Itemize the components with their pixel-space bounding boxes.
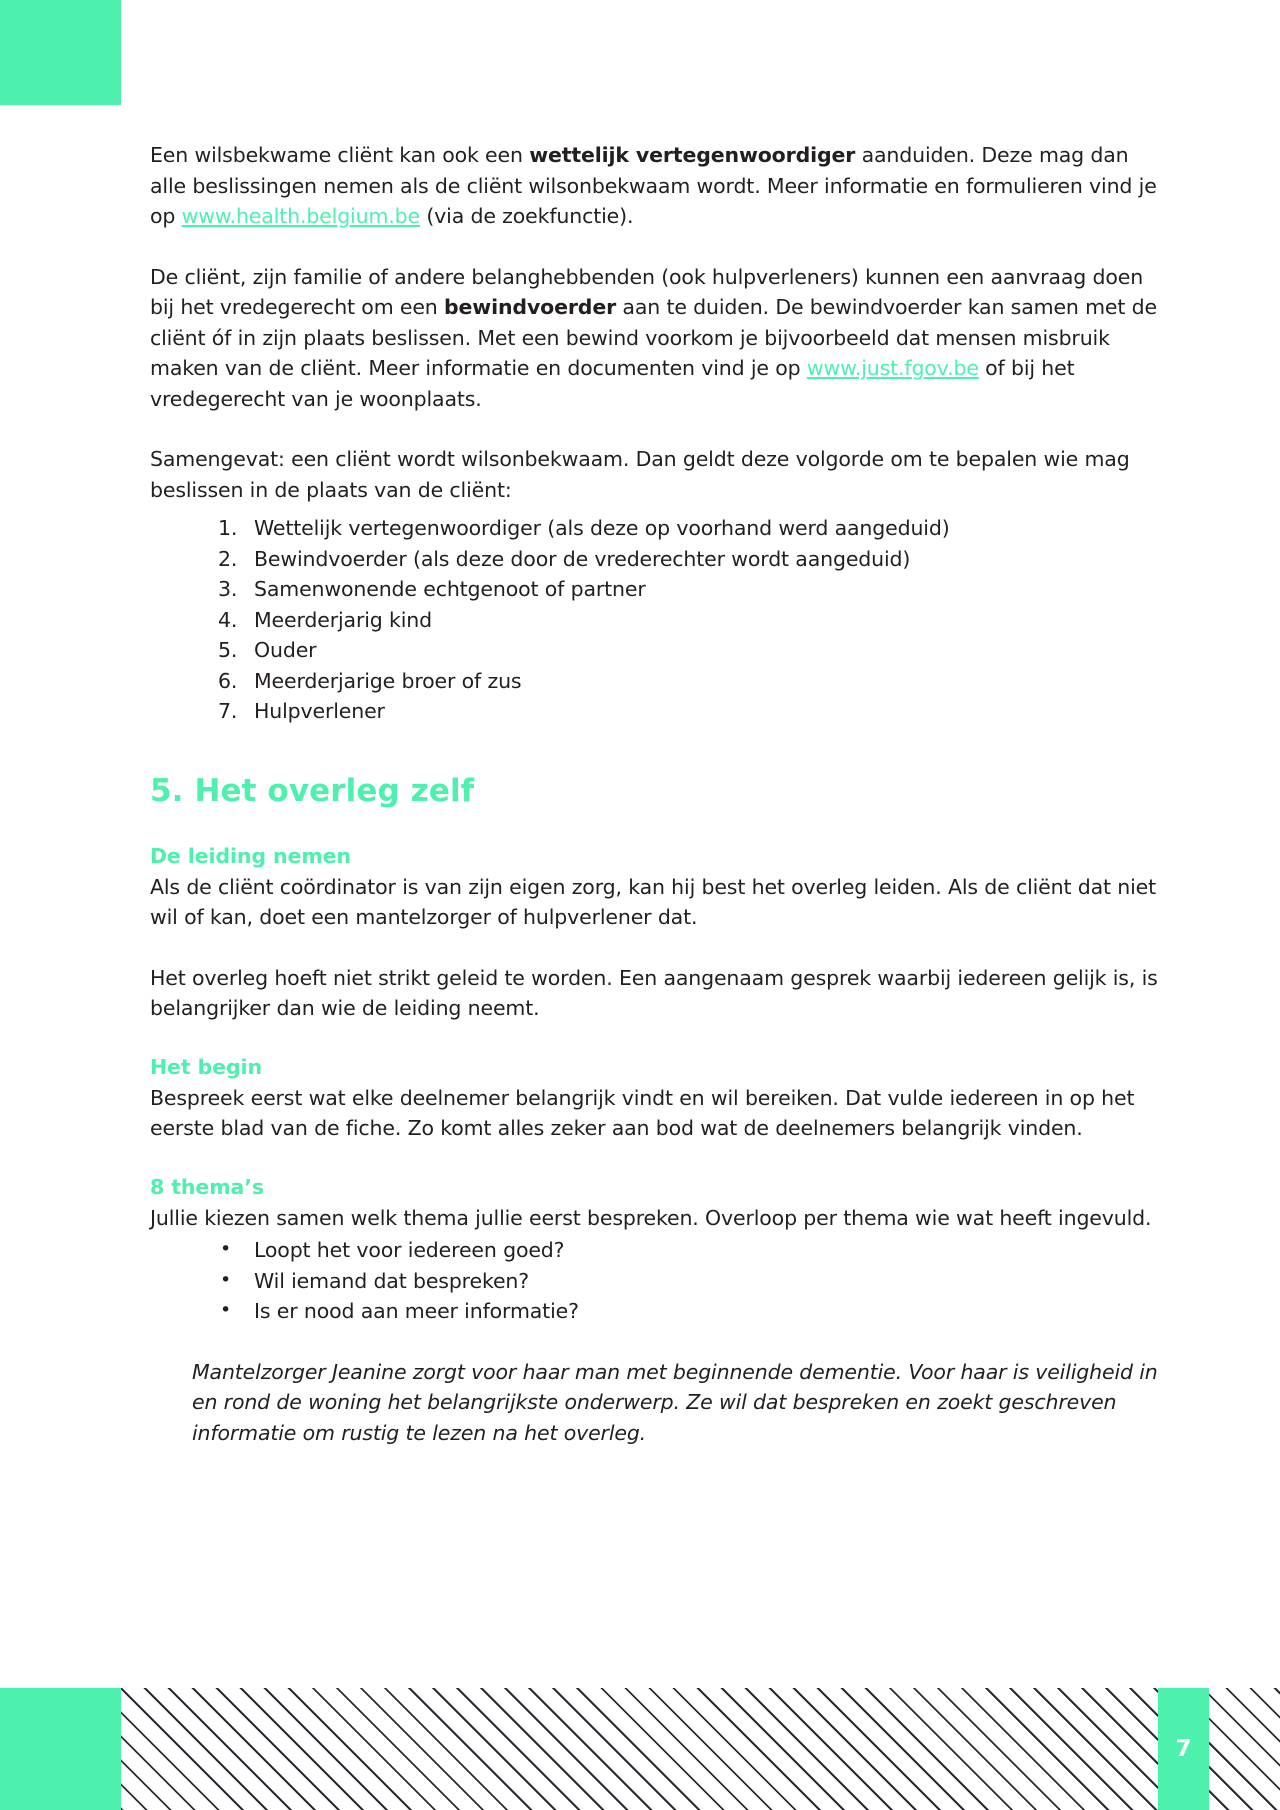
bold-bewindvoerder: bewindvoerder (444, 295, 617, 319)
paragraph-mid: aan te duiden. De bewindvoerder kan samen met de cliënt óf in zijn plaats beslissen. Met een bewind voorkom je bijvoorbeeld dat mensen misbruik maken van de cliënt. Meer informatie en documenten vind je op (150, 295, 1157, 380)
page-content (150, 140, 1160, 1448)
page-number-badge (1158, 1688, 1209, 1810)
footer-stripe-pattern (121, 1688, 1280, 1810)
paragraph-mid: aanduiden. Deze mag dan alle beslissingen nemen als de cliënt wilsonbekwaam wordt. Meer informatie en formulieren vind je op (150, 143, 1157, 228)
footer-accent-block (0, 1688, 121, 1810)
list-item-label: Meerderjarig kind (254, 607, 432, 632)
list-item-number: 1. (218, 516, 238, 540)
list-item-number: 2. (218, 546, 238, 571)
list-item-number: 6. (218, 668, 238, 693)
list-item (218, 666, 1160, 697)
list-item (218, 605, 1160, 636)
list-item-label: Wettelijk vertegenwoordiger (als deze op voorhand werd aangeduid) (254, 516, 950, 540)
paragraph-samengevat: Samengevat: een cliënt wordt wilsonbekwaam. Dan geldt deze volgorde om te bepalen wie mag beslissen in de plaats van de cliënt: (150, 447, 1130, 502)
paragraph-leiding-a: Als de cliënt coördinator is van zijn eigen zorg, kan hij best het overleg leiden. Als de cliënt dat niet wil of kan, doet een mantelzorger of hulpverlener dat. (150, 874, 1157, 929)
subheading-het-begin: Het begin (150, 1054, 262, 1079)
list-item (218, 513, 1160, 544)
paragraph-leiding-b: Het overleg hoeft niet strikt geleid te worden. Een aangenaam gesprek waarbij iedereen gelijk is, is belangrijker dan wie de leiding neemt. (150, 965, 1158, 1020)
paragraph-bewindvoerder (150, 262, 1160, 415)
page-number: 7 (1175, 1735, 1192, 1762)
subheading-8-themas: 8 thema’s (150, 1174, 264, 1199)
list-item-label: Samenwonende echtgenoot of partner (254, 577, 646, 601)
paragraph-lead: De cliënt, zijn familie of andere belanghebbenden (ook hulpverleners) kunnen een aanvraag doen bij het vredegerecht om een (150, 264, 1144, 319)
list-item (218, 574, 1160, 605)
list-item-label: Ouder (254, 638, 317, 662)
paragraph-8-themas: Jullie kiezen samen welk thema jullie eerst bespreken. Overloop per thema wie wat heeft ingevuld. (150, 1205, 1152, 1230)
list-item-label: Bewindvoerder (als deze door de vrederechter wordt aangeduid) (254, 546, 911, 571)
list-item (218, 544, 1160, 575)
list-item-label: Meerderjarige broer of zus (254, 668, 522, 693)
spacer (150, 1327, 1160, 1357)
list-item-number: 5. (218, 638, 238, 662)
paragraph-wettelijk-vertegenwoordiger (150, 140, 1160, 232)
list-item: • Is er nood aan meer informatie? (218, 1296, 1160, 1327)
paragraph-lead: Een wilsbekwame cliënt kan ook een (150, 143, 530, 167)
page-footer (0, 1688, 1280, 1810)
list-item-label: Hulpverlener (254, 699, 385, 723)
paragraph-tail: (via de zoekfunctie). (419, 204, 634, 228)
link-health-belgium[interactable]: www.health.belgium.be (181, 204, 420, 228)
section-title-het-overleg-zelf: 5. Het overleg zelf (150, 772, 475, 809)
list-item (218, 635, 1160, 666)
subheading-de-leiding-nemen: De leiding nemen (150, 843, 351, 868)
list-item-number: 7. (218, 699, 238, 723)
bold-wettelijk-vertegenwoordiger: wettelijk vertegenwoordiger (529, 143, 856, 167)
list-item: • Wil iemand dat bespreken? (218, 1266, 1160, 1297)
list-item (218, 696, 1160, 727)
top-left-accent-block (0, 0, 121, 105)
link-just-fgov[interactable]: www.just.fgov.be (806, 356, 979, 380)
bullet-list-themavragen (150, 1235, 1160, 1327)
list-item-number: 3. (218, 577, 238, 601)
list-item: • Loopt het voor iedereen goed? (218, 1235, 1160, 1266)
paragraph-het-begin: Bespreek eerst wat elke deelnemer belangrijk vindt en wil bereiken. Dat vulde iedereen in op het eerste blad van de fiche. Zo komt alles zeker aan bod wat de deelnemers belangrijk vinden. (150, 1085, 1135, 1140)
case-example-quote: Mantelzorger Jeanine zorgt voor haar man met beginnende dementie. Voor haar is veiligheid in en rond de woning het belangrijkste onderwerp. Ze wil dat bespreken en zoekt geschreven informatie om rustig te lezen na het overleg. (192, 1359, 1158, 1445)
ordered-list-beslissingsvolgorde (150, 513, 1160, 727)
paragraph-tail: of bij het vredegerecht van je woonplaats. (150, 356, 1075, 411)
list-item-number: 4. (218, 607, 238, 632)
